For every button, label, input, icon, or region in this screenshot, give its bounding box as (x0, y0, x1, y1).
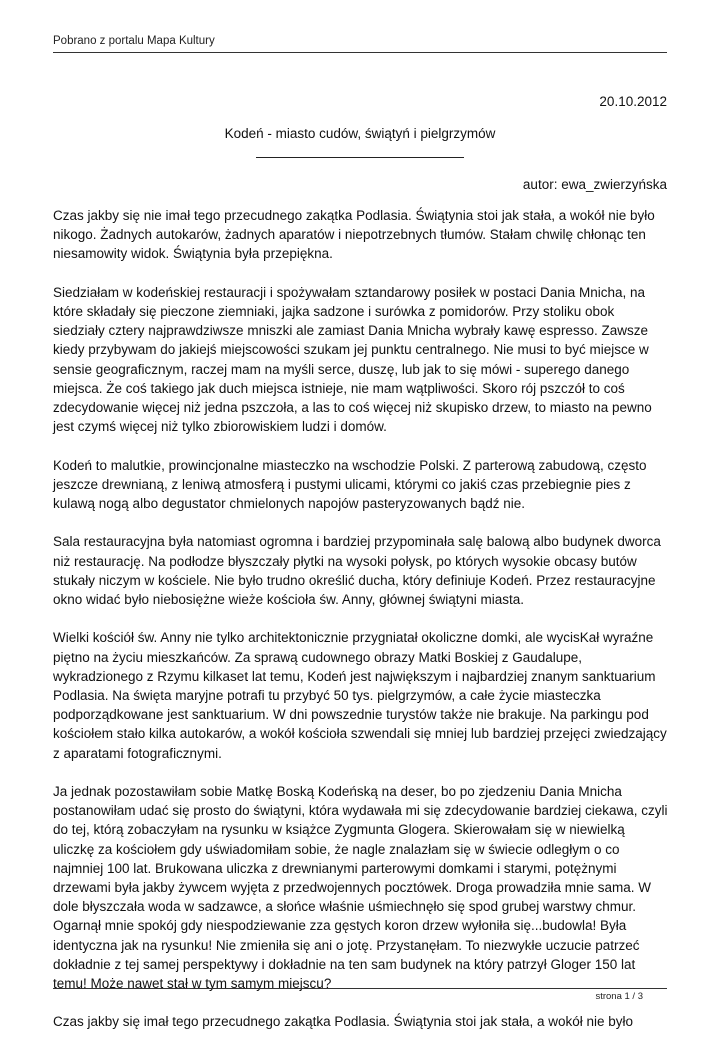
document-title: Kodeń - miasto cudów, świątyń i pielgrzymów (224, 126, 496, 141)
paragraph: Siedziałam w kodeńskiej restauracji i spożywałam sztandarowy posiłek w postaci Dania Mnicha, na które składały się pieczone ziemniaki, jajka sadzone i surówka z pomidorów. Przy stoliku obok siedziały cztery najprawdziwsze mniszki ale zamiast Dania Mnicha wybrały kawę espresso. Zawsze kiedy przybywam do jakiejś miejscowości szukam jej punktu centralnego. Nie musi to być miejsce w sensie geograficznym, raczej mam na myśli serce, duszę, lub jak to się mówi - superego danego miejsca. Że coś takiego jak duch miejsca istnieje, nie mam wątpliwości. Skoro rój pszczół to coś zdecydowanie więcej niż jedna pszczoła, a las to coś więcej niż skupisko drzew, to miasto na pewno jest czymś więcej niż tylko zbiorowiskiem ludzi i domów. (53, 284, 652, 435)
paragraph: Kodeń to malutkie, prowincjonalne miasteczko na wschodzie Polski. Z parterową zabudową, często jeszcze drewnianą, z leniwą atmosferą i pustymi ulicami, którymi co jakiś czas przebiegnie pies z kulawą nogą albo degustator chmielonych napojów pasteryzowanych bądź nie. (53, 457, 647, 512)
paragraph: Ja jednak pozostawiłam sobie Matkę Boską Kodeńską na deser, bo po zjedzeniu Dania Mnicha postanowiłam udać się prosto do świątyni, która wydawała mi się zdecydowanie bardziej ciekawa, czyli do tej, którą zobaczyłam na rysunku w książce Zygmunta Glogera. Skierowałam się w niewielką uliczkę za kościołem gdy uświadomiłam sobie, że nagle znalazłam się w świecie odległym o co najmniej 100 lat. Brukowana uliczka z drewnianymi parterowymi domkami i starymi, potężnymi drzewami była jakby żywcem wyjęta z przedwojennych pocztówek. Droga prowadziła mnie sama. W dole błyszczała woda w sadzawce, a słońce właśnie uśmiechnęło się spod grubej warstwy chmur. Ogarnął mnie spokój gdy niespodziewanie zza gęstych koron drzew wyłoniła się...budowla! Była identyczna jak na rysunku! Nie zmieniła się ani o jotę. Przystanęłam. To niezwykłe uczucie patrzeć dokładnie z tej samej perspektywy i dokładnie na ten sam budynek na który patrzył Gloger 150 lat temu! Może nawet stał w tym samym miejscu? (53, 784, 668, 992)
paragraph: Sala restauracyjna była natomiast ogromna i bardziej przypominała salę balową albo budynek dworca niż restaurację. Na podłodze błyszczały płytki na wysoki połysk, po których wysokie obcasy butów stukały niczym w kościele. Nie było trudno określić ducha, który definiuje Kodeń. Przez restauracyjne okno widać było niebosiężne wieże kościoła św. Anny, głównej świątyni miasta. (53, 534, 661, 608)
document-date: 20.10.2012 (599, 94, 667, 109)
paragraph: Czas jakby się imał tego przecudnego zakątka Podlasia. Świątynia stoi jak stała, a wokół nie było (53, 1014, 634, 1030)
paragraph: Wielki kościół św. Anny nie tylko architektonicznie przygniatał okoliczne domki, ale wycisKał wyraźne piętno na życiu mieszkańców. Za sprawą cudownego obrazy Matki Boskiej z Gaudalupe, wykradzionego z Rzymu kilkaset lat temu, Kodeń jest największym i najbardziej znanym sanktuarium Podlasia. Na święta maryjne potrafi tu przybyć 50 tys. pielgrzymów, a całe życie miasteczka podporządkowane jest sanktuarium. W dni powszednie turystów także nie brakuje. Na parkingu pod kościołem stało kilka autokarów, a wokół kościoła szwendali się mniej lub bardziej przejęci zwiedzający z aparatami fotograficznymi. (53, 630, 667, 761)
page-number: strona 1 / 3 (595, 991, 643, 1002)
header-divider (53, 52, 667, 53)
title-underline (256, 157, 464, 158)
footer-divider (53, 988, 667, 989)
article-body (53, 206, 669, 1051)
page-header-source: Pobrano z portalu Mapa Kultury (53, 35, 215, 47)
document-author: autor: ewa_zwierzyńska (522, 177, 667, 192)
paragraph: Czas jakby się nie imał tego przecudnego zakątka Podlasia. Świątynia stoi jak stała, a wokół nie było nikogo. Żadnych autokarów, żadnych aparatów i niepotrzebnych tłumów. Stałam chwilę chłonąc ten niesamowity widok. Świątynia była przepiękna. (53, 208, 655, 262)
